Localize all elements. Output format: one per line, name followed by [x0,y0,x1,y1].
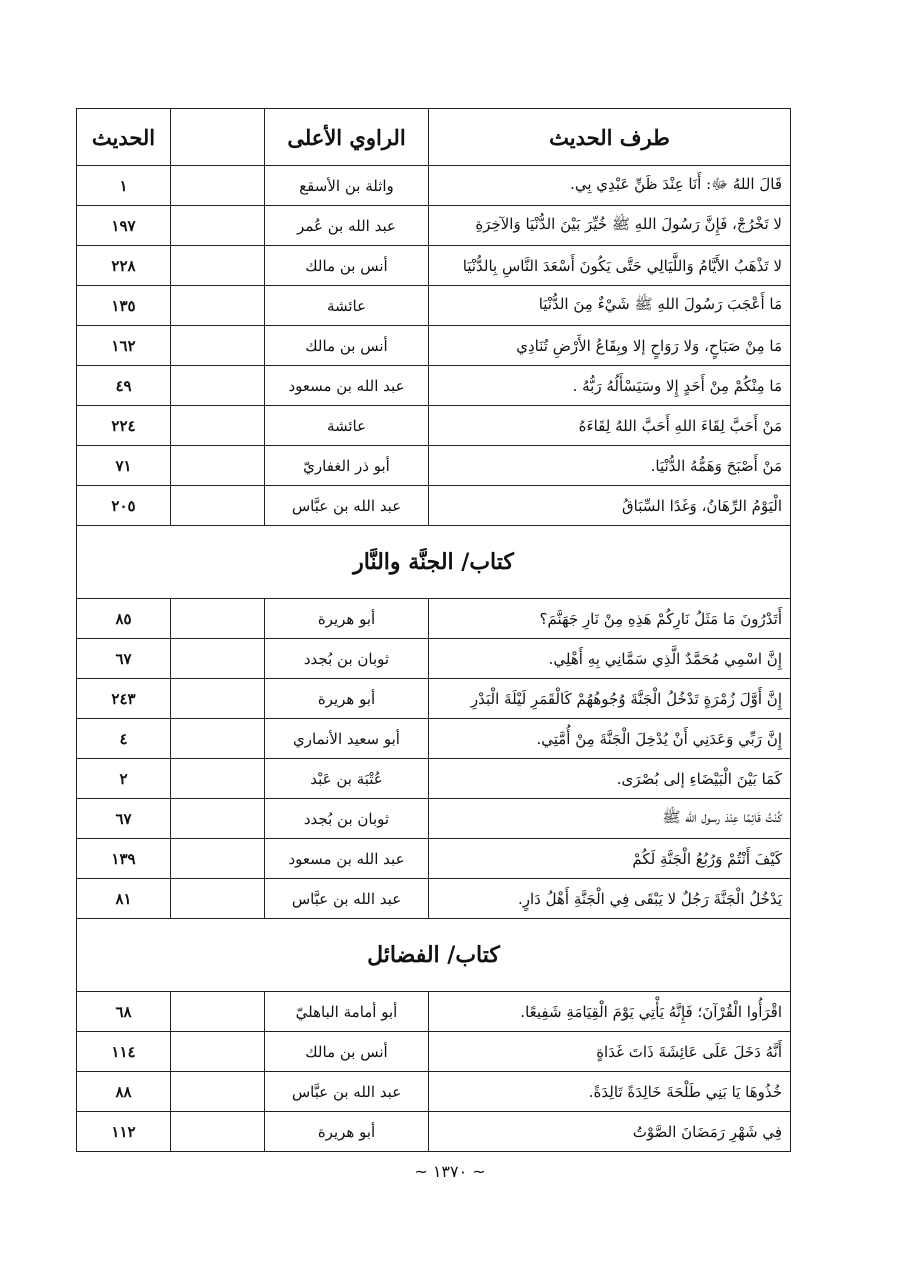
empty-cell [171,992,265,1032]
table-row [77,286,791,326]
header-empty [171,109,265,166]
hadith-number: ٢٤٣ [77,679,171,719]
narrator: أنس بن مالك [265,246,429,286]
hadith-number: ٢ [77,759,171,799]
empty-cell [171,166,265,206]
table-row [77,679,791,719]
header-number: الحديث [77,109,171,166]
narrator: أبو سعيد الأنماري [265,719,429,759]
table-row [77,1112,791,1152]
hadith-text: مَنْ أَصْبَحَ وَهَمُّهُ الدُّنْيَا. [429,446,791,486]
empty-cell [171,1032,265,1072]
empty-cell [171,639,265,679]
header-hadith-text: طرف الحديث [429,109,791,166]
table-row [77,1072,791,1112]
hadith-number: ١١٤ [77,1032,171,1072]
hadith-text: أَنَّهُ دَخَلَ عَلَى عَائِشَةَ ذَاتَ غَدَاةٍ [429,1032,791,1072]
empty-cell [171,446,265,486]
table-row [77,839,791,879]
narrator: أبو هريرة [265,679,429,719]
narrator: عبد الله بن عُمر [265,206,429,246]
table-row [77,759,791,799]
narrator: عبد الله بن عبَّاس [265,486,429,526]
empty-cell [171,326,265,366]
hadith-number: ٦٧ [77,799,171,839]
hadith-text: مَا مِنْ صَبَاحٍ، وَلا رَوَاحٍ إلا وبِقَاعُ الأَرْضِ تُنَادِي [429,326,791,366]
empty-cell [171,206,265,246]
table-row [77,326,791,366]
narrator: واثلة بن الأسقع [265,166,429,206]
narrator: أبو هريرة [265,1112,429,1152]
hadith-text: مَنْ أَحَبَّ لِقَاءَ اللهِ أَحَبَّ اللهُ لِقَاءَهُ [429,406,791,446]
hadith-number: ٢٠٥ [77,486,171,526]
hadith-number: ١٣٩ [77,839,171,879]
hadith-number: ٨١ [77,879,171,919]
narrator: عائشة [265,406,429,446]
hadith-number: ٨٨ [77,1072,171,1112]
narrator: أبو أمامة الباهليّ [265,992,429,1032]
hadith-text: قَالَ اللهُ ﷻ: أَنَا عِنْدَ ظَنِّ عَبْدِي بِي. [429,166,791,206]
table-row [77,246,791,286]
hadith-text: إِنَّ أَوَّلَ زُمْرَةٍ تَدْخُلُ الْجَنَّةَ وُجُوهُهُمْ كَالْقَمَرِ لَيْلَةَ الْبَدْرِ [429,679,791,719]
hadith-text: اقْرَأُوا الْقُرْآنَ؛ فَإِنَّهُ يَأْتِي يَوْمَ الْقِيَامَةِ شَفِيعًا. [429,992,791,1032]
narrator: أبو هريرة [265,599,429,639]
empty-cell [171,679,265,719]
hadith-index-table [76,108,791,1152]
table-row [77,992,791,1032]
empty-cell [171,599,265,639]
table-row [77,719,791,759]
section-title-row [77,526,791,599]
empty-cell [171,759,265,799]
hadith-number: ٧١ [77,446,171,486]
narrator: أبو ذر الغفاريّ [265,446,429,486]
hadith-number: ١٣٥ [77,286,171,326]
table-row [77,206,791,246]
empty-cell [171,246,265,286]
narrator: عبد الله بن مسعود [265,366,429,406]
hadith-number: ٢٢٤ [77,406,171,446]
table-row [77,406,791,446]
hadith-text: كُنْتُ قَائِمًا عِنْدَ رسول الله ﷺ [429,799,791,839]
section-title: كتاب/ الفضائل [77,919,791,992]
hadith-number: ١ [77,166,171,206]
page-number: ~ ١٣٧٠ ~ [414,1162,486,1181]
hadith-number: ٤٩ [77,366,171,406]
hadith-text: أَتَدْرُونَ مَا مَثَلُ نَارِكُمْ هَذِهِ مِنْ نَارِ جَهَنَّمَ؟ [429,599,791,639]
table-row [77,166,791,206]
narrator: عائشة [265,286,429,326]
hadith-text: خُذُوهَا يَا بَنِي طَلْحَةَ خَالِدَةً تَالِدَةً. [429,1072,791,1112]
hadith-text: كَيْفَ أَنْتُمْ وَرُبُعُ الْجَنَّةِ لَكُمْ [429,839,791,879]
table-row [77,879,791,919]
narrator: أنس بن مالك [265,326,429,366]
hadith-text: لا تَذْهَبُ الأَيَّامُ وَاللَّيَالِي حَتَّى يَكُونَ أَسْعَدَ النَّاسِ بِالدُّنْيَا [429,246,791,286]
narrator: عبد الله بن مسعود [265,839,429,879]
table-row [77,446,791,486]
section-title-row [77,919,791,992]
narrator: ثوبان بن بُجدد [265,639,429,679]
narrator: عُتْبَة بن عَبْد [265,759,429,799]
table-row [77,799,791,839]
hadith-text: الْيَوْمُ الرِّهَانُ، وَغَدًا السِّبَاقُ [429,486,791,526]
hadith-text: يَدْخُلُ الْجَنَّةَ رَجُلٌ لا يَبْقَى فِي الْجَنَّةِ أَهْلُ دَارٍ. [429,879,791,919]
hadith-number: ٦٨ [77,992,171,1032]
table-row [77,486,791,526]
empty-cell [171,799,265,839]
hadith-text: لا تَخْرُجْ، فَإِنَّ رَسُولَ اللهِ ﷺ خُيِّرَ بَيْنَ الدُّنْيَا وَالآخِرَةِ [429,206,791,246]
table-row [77,599,791,639]
table-row [77,1032,791,1072]
empty-cell [171,719,265,759]
narrator: عبد الله بن عبَّاس [265,879,429,919]
header-row [77,109,791,166]
hadith-number: ٨٥ [77,599,171,639]
hadith-text: إِنَّ اسْمِي مُحَمَّدٌ الَّذِي سَمَّانِي بِهِ أَهْلِي. [429,639,791,679]
empty-cell [171,366,265,406]
hadith-text: إِنَّ رَبِّي وَعَدَنِي أَنْ يُدْخِلَ الْجَنَّةَ مِنْ أُمَّتِي. [429,719,791,759]
table-row [77,366,791,406]
hadith-text: كَمَا بَيْنَ الْبَيْضَاءِ إلى بُصْرَى. [429,759,791,799]
section-title: كتاب/ الجنَّة والنَّار [77,526,791,599]
hadith-number: ١١٢ [77,1112,171,1152]
empty-cell [171,486,265,526]
empty-cell [171,406,265,446]
hadith-number: ١٩٧ [77,206,171,246]
empty-cell [171,286,265,326]
narrator: عبد الله بن عبَّاس [265,1072,429,1112]
table-row [77,639,791,679]
hadith-text: مَا مِنْكُمْ مِنْ أَحَدٍ إِلا وسَيَسْأَلُهُ رَبُّهُ . [429,366,791,406]
hadith-text: مَا أَعْجَبَ رَسُولَ اللهِ ﷺ شَيْءٌ مِنَ الدُّنْيَا [429,286,791,326]
hadith-text: فِي شَهْرِ رَمَضَانَ الصَّوْتُ [429,1112,791,1152]
narrator: أنس بن مالك [265,1032,429,1072]
header-narrator: الراوي الأعلى [265,109,429,166]
hadith-number: ١٦٢ [77,326,171,366]
narrator: ثوبان بن بُجدد [265,799,429,839]
hadith-number: ٦٧ [77,639,171,679]
hadith-number: ٢٢٨ [77,246,171,286]
hadith-number: ٤ [77,719,171,759]
empty-cell [171,839,265,879]
empty-cell [171,879,265,919]
empty-cell [171,1072,265,1112]
empty-cell [171,1112,265,1152]
